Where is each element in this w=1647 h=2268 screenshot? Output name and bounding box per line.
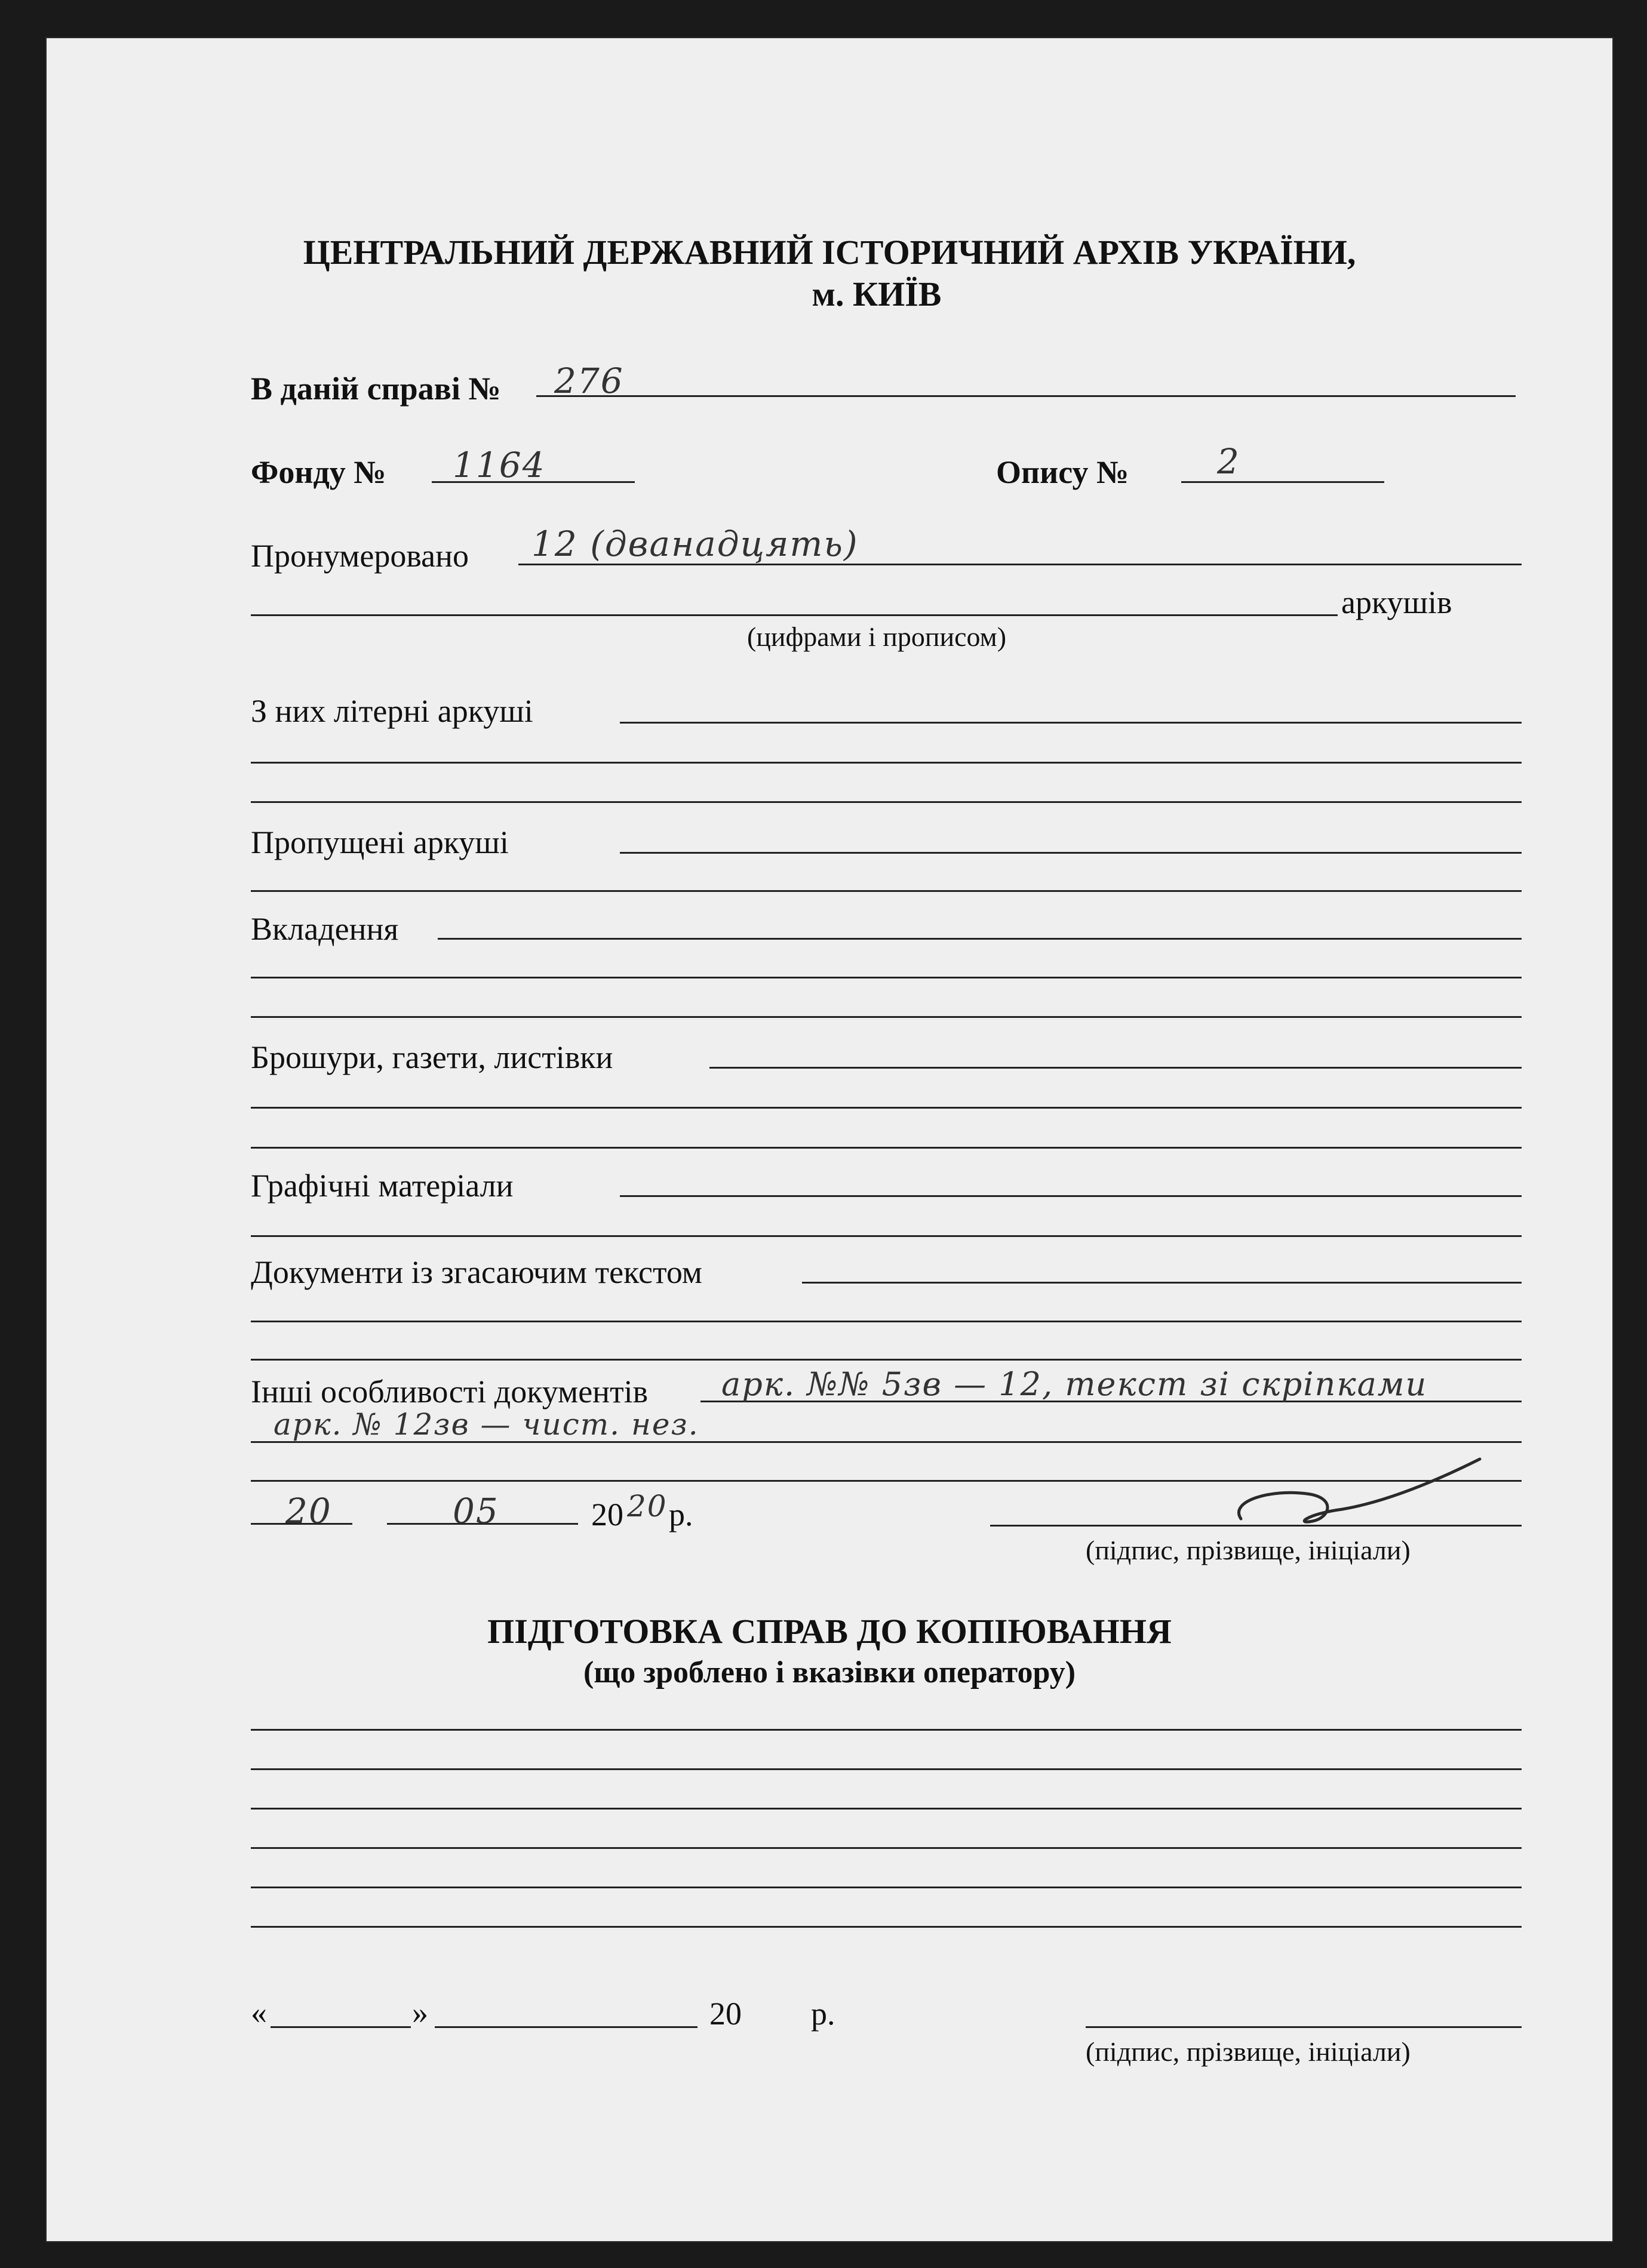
brochures-label: Брошури, газети, листівки bbox=[251, 1039, 613, 1075]
section2-line-2 bbox=[251, 1768, 1522, 1770]
fond-value: 1164 bbox=[453, 445, 546, 485]
opys-label: Опису № bbox=[996, 454, 1129, 490]
fond-label: Фонду № bbox=[251, 454, 386, 490]
section2-title: ПІДГОТОВКА СПРАВ ДО КОПІЮВАННЯ bbox=[487, 1612, 1172, 1651]
attachments-line-2 bbox=[251, 977, 1522, 978]
graphics-line-1 bbox=[620, 1195, 1522, 1197]
signature-hint-2: (підпис, прізвище, ініціали) bbox=[1086, 2036, 1411, 2067]
faded-docs-line-2 bbox=[251, 1321, 1522, 1322]
other-features-note-2: арк. № 12зв — чист. нез. bbox=[274, 1407, 699, 1442]
signature-hint-1: (підпис, прізвище, ініціали) bbox=[1086, 1535, 1411, 1565]
attachments-label: Вкладення bbox=[251, 911, 399, 947]
attachments-line-3 bbox=[251, 1016, 1522, 1018]
numbered-underline-2 bbox=[251, 614, 1338, 616]
section2-line-6 bbox=[251, 1926, 1522, 1928]
date1-year-suffix: 20 bbox=[627, 1489, 668, 1524]
missing-sheets-line-2 bbox=[251, 890, 1522, 892]
missing-sheets-line-1 bbox=[620, 852, 1522, 854]
letter-sheets-line-3 bbox=[251, 801, 1522, 803]
date2-month-line bbox=[435, 2026, 697, 2028]
date1-month: 05 bbox=[453, 1491, 499, 1531]
opys-underline bbox=[1181, 481, 1384, 483]
section2-line-5 bbox=[251, 1887, 1522, 1888]
case-value: 276 bbox=[554, 361, 624, 401]
brochures-line-1 bbox=[709, 1067, 1522, 1069]
section2-line-1 bbox=[251, 1729, 1522, 1731]
date2-year-prefix: 20 bbox=[709, 1996, 742, 2032]
missing-sheets-label: Пропущені аркуші bbox=[251, 824, 509, 860]
date1-unit: р. bbox=[669, 1497, 693, 1532]
date2-unit: р. bbox=[811, 1996, 835, 2032]
case-label: В даній справі № bbox=[251, 371, 501, 407]
opys-value: 2 bbox=[1217, 441, 1240, 482]
attachments-line-1 bbox=[438, 938, 1522, 940]
letter-sheets-label: З них літерні аркуші bbox=[251, 693, 533, 729]
brochures-line-2 bbox=[251, 1107, 1522, 1109]
case-underline bbox=[536, 395, 1516, 397]
faded-docs-label: Документи із згасаючим текстом bbox=[251, 1254, 702, 1290]
section2-subtitle: (що зроблено і вказівки оператору) bbox=[583, 1655, 1076, 1690]
date2-day-line bbox=[271, 2026, 411, 2028]
date2-close-quote: » bbox=[412, 1995, 428, 2030]
faded-docs-line-3 bbox=[251, 1359, 1522, 1361]
brochures-line-3 bbox=[251, 1147, 1522, 1149]
numbered-label: Пронумеровано bbox=[251, 538, 469, 574]
numbered-hint: (цифрами і прописом) bbox=[746, 621, 1007, 652]
graphics-label: Графічні матеріали bbox=[251, 1168, 514, 1204]
letter-sheets-line-1 bbox=[620, 722, 1522, 724]
signature-line-2 bbox=[1086, 2026, 1522, 2028]
date2-open-quote: « bbox=[251, 1995, 267, 2030]
other-features-label: Інші особливості документів bbox=[251, 1374, 649, 1410]
date1-day: 20 bbox=[285, 1491, 332, 1531]
numbered-suffix: аркушів bbox=[1341, 584, 1452, 620]
signature-scribble bbox=[1205, 1447, 1516, 1543]
numbered-value: 12 (дванадцять) bbox=[531, 524, 859, 564]
section2-line-4 bbox=[251, 1847, 1522, 1849]
faded-docs-line-1 bbox=[802, 1282, 1522, 1284]
document-page bbox=[47, 38, 1612, 2241]
other-features-note-1: арк. №№ 5зв — 12, текст зі скріпками bbox=[721, 1365, 1428, 1403]
archive-city: м. КИЇВ bbox=[812, 275, 942, 313]
signature-line-1 bbox=[990, 1525, 1522, 1527]
letter-sheets-line-2 bbox=[251, 762, 1522, 764]
archive-title: ЦЕНТРАЛЬНИЙ ДЕРЖАВНИЙ ІСТОРИЧНИЙ АРХІВ УКРАЇНИ, bbox=[303, 233, 1356, 272]
section2-line-3 bbox=[251, 1808, 1522, 1810]
graphics-line-2 bbox=[251, 1235, 1522, 1237]
date1-year-prefix: 20 bbox=[591, 1497, 623, 1532]
